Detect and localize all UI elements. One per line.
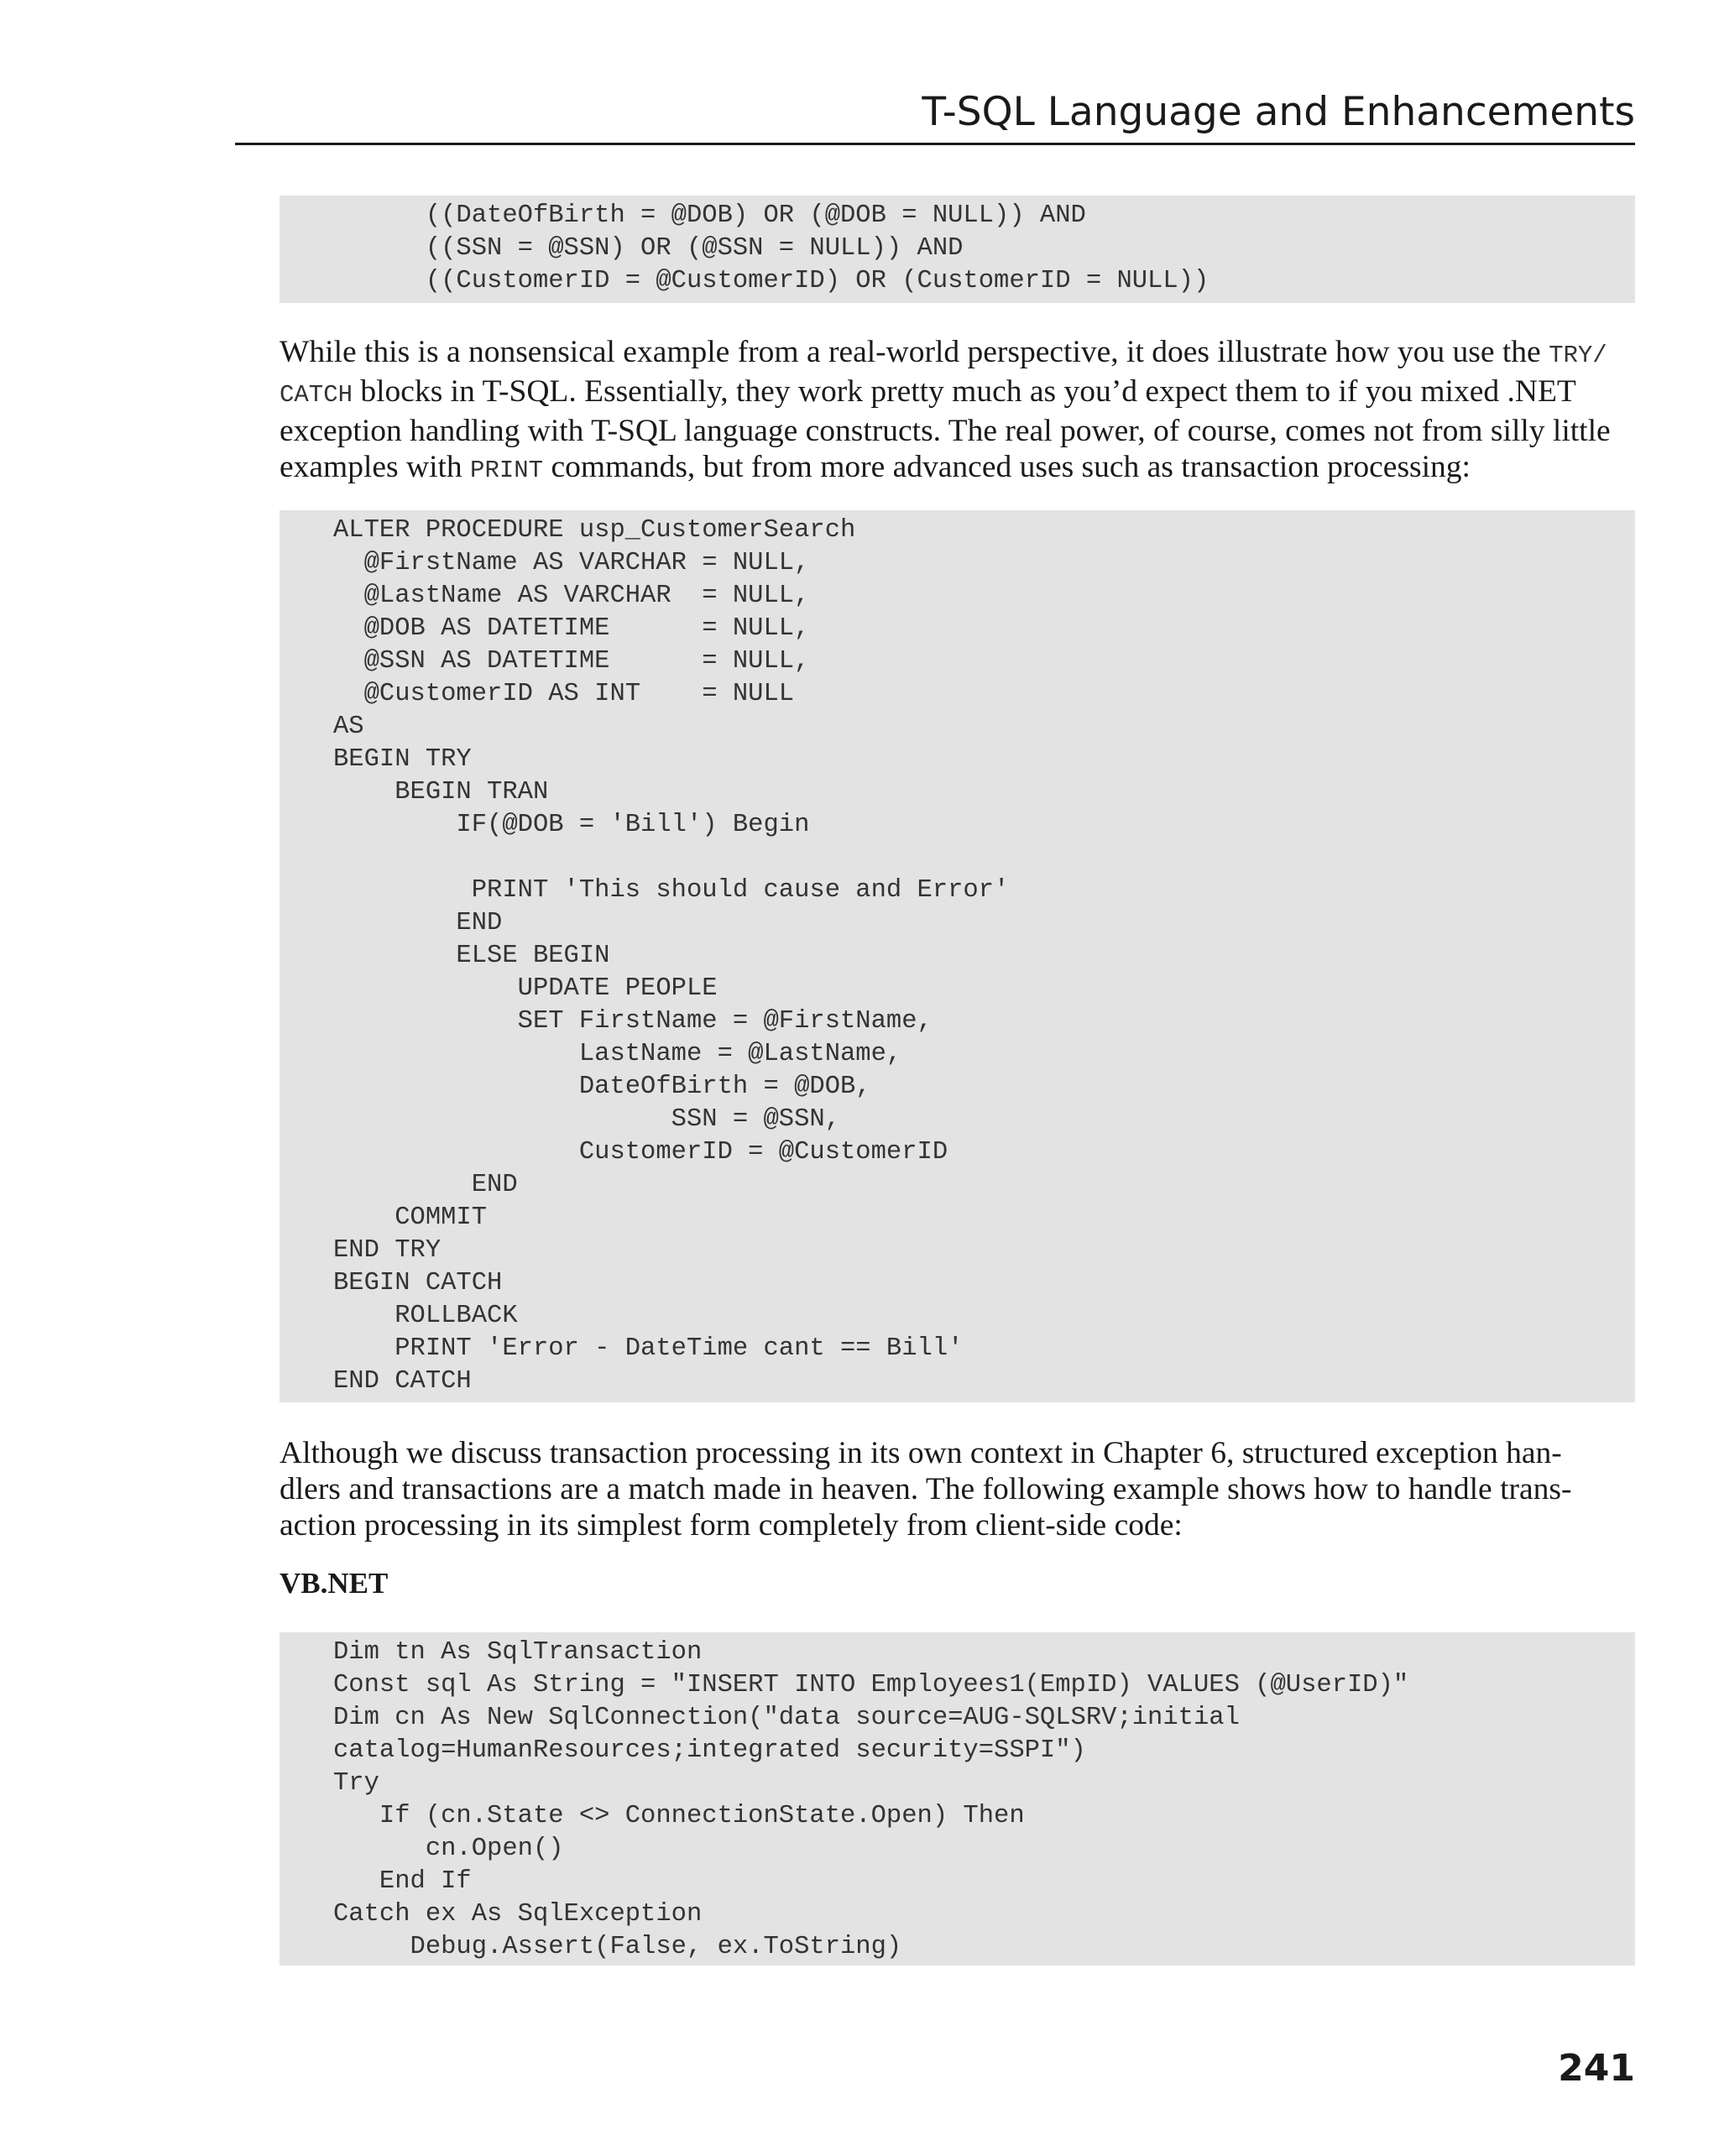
code-line: @CustomerID AS INT = NULL [333, 680, 795, 708]
header-rule [235, 143, 1635, 145]
page-number: 241 [1558, 2047, 1635, 2090]
code-line: ELSE BEGIN [333, 942, 610, 970]
paragraph-line [280, 334, 1635, 373]
code-line [280, 842, 1635, 874]
code-line: @FirstName AS VARCHAR = NULL, [333, 549, 810, 577]
code-line: BEGIN TRY [333, 745, 472, 774]
subheading-vbnet: VB.NET [280, 1567, 389, 1600]
code-line: @SSN AS DATETIME = NULL, [333, 647, 810, 676]
code-line: Debug.Assert(False, ex.ToString) [333, 1933, 902, 1961]
inline-code-print: PRINT [470, 457, 544, 484]
code-line: catalog=HumanResources;integrated security=SSPI") [333, 1736, 1086, 1765]
paragraph-transactions [280, 1435, 1635, 1543]
code-line: CustomerID = @CustomerID [333, 1138, 948, 1167]
code-line: Dim cn As New SqlConnection("data source=AUG-SQLSRV;initial [333, 1704, 1240, 1732]
text-run: While this is a nonsensical example from a real-world perspective, it does illustrate how you use the [280, 335, 1549, 369]
code-line: @LastName AS VARCHAR = NULL, [333, 582, 810, 610]
code-line: AS [333, 713, 364, 741]
paragraph-try-catch-intro [280, 334, 1635, 488]
code-line: END CATCH [333, 1367, 472, 1396]
code-line: Catch ex As SqlException [333, 1900, 703, 1929]
code-line: BEGIN TRAN [333, 778, 549, 807]
code-line: cn.Open() [333, 1835, 564, 1863]
inline-code-catch: CATCH [280, 381, 353, 409]
code-line: ((CustomerID = @CustomerID) OR (CustomerID = NULL)) [333, 267, 1210, 295]
code-line: SET FirstName = @FirstName, [333, 1007, 933, 1036]
paragraph-line: Although we discuss transaction processing in its own context in Chapter 6, structured exception han- [280, 1436, 1562, 1470]
paragraph-line: action processing in its simplest form completely from client-side code: [280, 1508, 1183, 1543]
text-run: commands, but from more advanced uses such as transaction processing: [543, 450, 1471, 484]
code-line: PRINT 'This should cause and Error' [333, 876, 1010, 905]
paragraph-line [280, 449, 1635, 488]
text-run: examples with [280, 450, 471, 484]
text-run: blocks in T-SQL. Essentially, they work pretty much as you’d expect them to if you mixed .NET [353, 374, 1576, 409]
code-line: ROLLBACK [333, 1302, 518, 1330]
code-line: @DOB AS DATETIME = NULL, [333, 614, 810, 643]
paragraph-line: dlers and transactions are a match made in heaven. The following example shows how to handle trans- [280, 1472, 1572, 1506]
code-line: If (cn.State <> ConnectionState.Open) Then [333, 1802, 1025, 1830]
code-line: IF(@DOB = 'Bill') Begin [333, 811, 810, 839]
code-line: End If [333, 1867, 472, 1896]
paragraph-line: exception handling with T-SQL language constructs. The real power, of course, comes not from silly little [280, 414, 1611, 448]
code-line: ((SSN = @SSN) OR (@SSN = NULL)) AND [333, 234, 964, 263]
code-line: PRINT 'Error - DateTime cant == Bill' [333, 1334, 964, 1363]
code-block-where-clause [280, 196, 1635, 303]
code-line: Dim tn As SqlTransaction [333, 1638, 703, 1667]
paragraph-line [280, 373, 1635, 413]
running-head-title: T-SQL Language and Enhancements [922, 89, 1635, 135]
code-line: ((DateOfBirth = @DOB) OR (@DOB = NULL)) AND [333, 201, 1086, 230]
code-block-vbnet [280, 1632, 1635, 1965]
code-line: END TRY [333, 1236, 442, 1265]
code-line: LastName = @LastName, [333, 1040, 902, 1068]
code-line: DateOfBirth = @DOB, [333, 1073, 871, 1101]
inline-code-try: TRY/ [1549, 342, 1607, 369]
code-line: UPDATE PEOPLE [333, 974, 718, 1003]
code-block-stored-procedure [280, 510, 1635, 1402]
code-line: COMMIT [333, 1203, 488, 1232]
code-line: SSN = @SSN, [333, 1105, 840, 1134]
code-line: Const sql As String = "INSERT INTO Employees1(EmpID) VALUES (@UserID)" [333, 1671, 1409, 1699]
code-line: ALTER PROCEDURE usp_CustomerSearch [333, 516, 856, 545]
code-line: END [333, 1171, 518, 1199]
code-line: Try [333, 1769, 379, 1798]
code-line: BEGIN CATCH [333, 1269, 503, 1297]
code-line: END [333, 909, 503, 937]
